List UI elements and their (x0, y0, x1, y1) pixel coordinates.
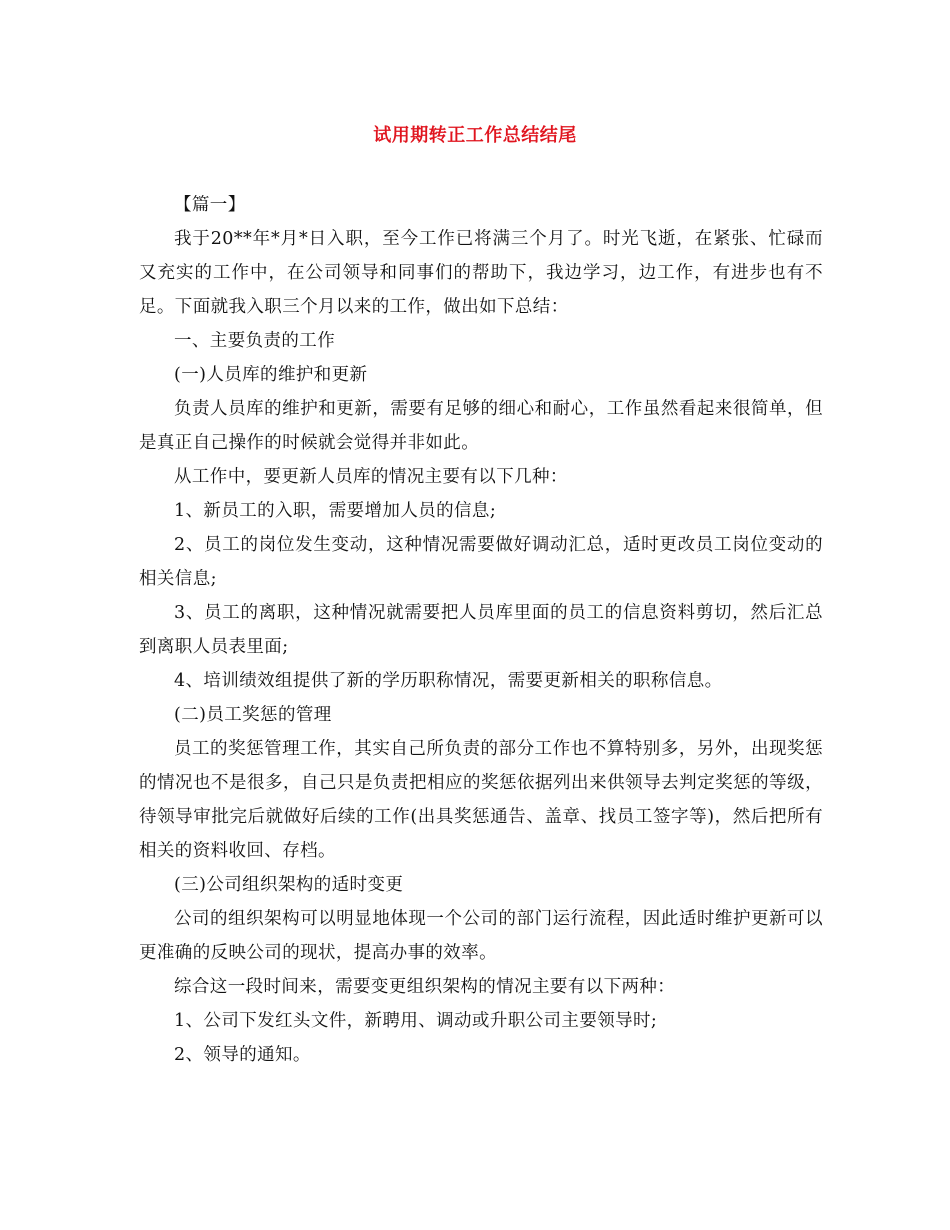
paragraph-subheading-org-structure: (三)公司组织架构的适时变更 (174, 875, 404, 895)
paragraph-personnel-db-desc: 负责人员库的维护和更新，需要有足够的细心和耐心，工作虽然看起来很简单，但是真正自己操作的时候就会觉得并非如此。 (139, 399, 823, 453)
paragraph-section-heading: 【篇一】 (174, 195, 246, 215)
paragraph-update-cases-intro: 从工作中，要更新人员库的情况主要有以下几种： (174, 467, 568, 487)
paragraph-list-item-2: 2、员工的岗位发生变动，这种情况需要做好调动汇总，适时更改员工岗位变动的相关信息; (139, 535, 823, 589)
document-body (139, 188, 823, 1072)
paragraph-org-structure-desc: 公司的组织架构可以明显地体现一个公司的部门运行流程，因此适时维护更新可以更准确的反映公司的现状，提高办事的效率。 (139, 909, 823, 963)
paragraph-org-list-item-2: 2、领导的通知。 (174, 1045, 311, 1065)
paragraph-list-item-3: 3、员工的离职，这种情况就需要把人员库里面的员工的信息资料剪切，然后汇总到离职人员表里面; (139, 603, 823, 657)
paragraph-org-change-intro: 综合这一段时间来，需要变更组织架构的情况主要有以下两种： (174, 977, 676, 997)
paragraph-list-item-1: 1、新员工的入职，需要增加人员的信息; (174, 501, 497, 521)
paragraph-subheading-personnel-db: (一)人员库的维护和更新 (174, 365, 368, 385)
paragraph-subheading-rewards: (二)员工奖惩的管理 (174, 705, 332, 725)
paragraph-intro: 我于20**年*月*日入职，至今工作已将满三个月了。时光飞逝，在紧张、忙碌而又充实的工作中，在公司领导和同事们的帮助下，我边学习，边工作，有进步也有不足。下面就我入职三个月以来的工作，做出如下总结： (139, 229, 823, 317)
paragraph-org-list-item-1: 1、公司下发红头文件，新聘用、调动或升职公司主要领导时; (174, 1011, 658, 1031)
paragraph-rewards-desc: 员工的奖惩管理工作，其实自己所负责的部分工作也不算特别多，另外，出现奖惩的情况也不是很多，自己只是负责把相应的奖惩依据列出来供领导去判定奖惩的等级，待领导审批完后就做好后续的工作(出具奖惩通告、盖章、找员工签字等)，然后把所有相关的资料收回、存档。 (139, 739, 823, 861)
document-title: 试用期转正工作总结结尾 (373, 125, 577, 146)
paragraph-list-item-4: 4、培训绩效组提供了新的学历职称情况，需要更新相关的职称信息。 (174, 671, 723, 691)
paragraph-heading-main-duties: 一、主要负责的工作 (174, 331, 336, 351)
